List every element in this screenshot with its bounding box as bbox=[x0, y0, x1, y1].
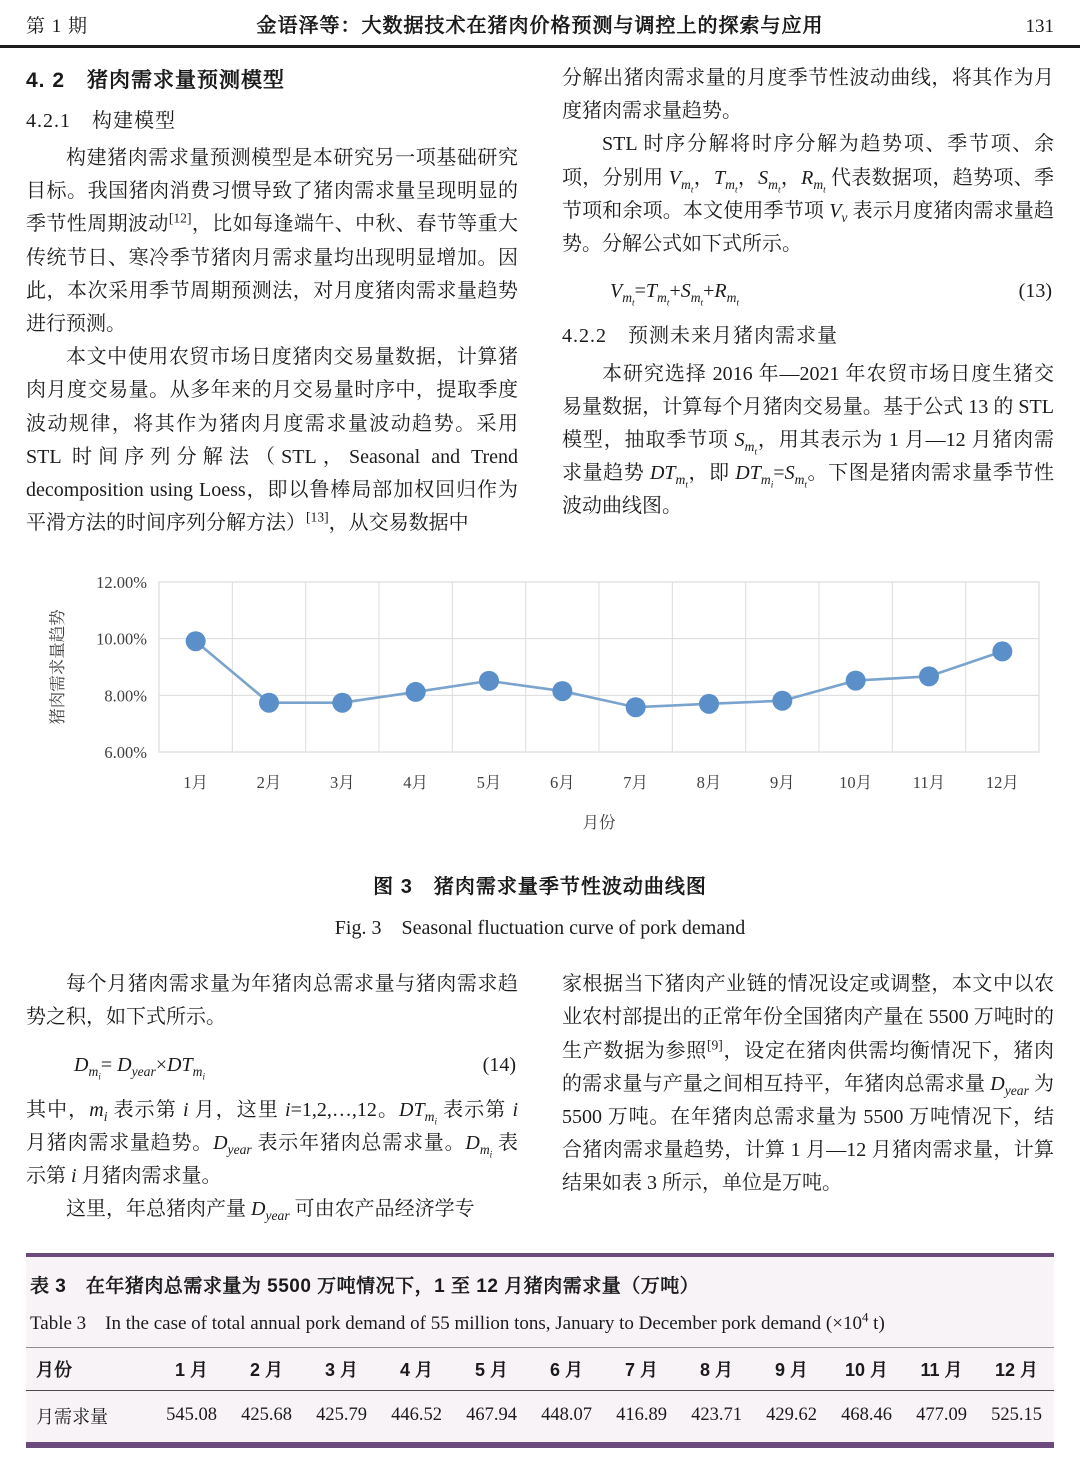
table-header-row bbox=[26, 1347, 1054, 1390]
svg-text:9月: 9月 bbox=[769, 773, 795, 793]
table-cell: 416.89 bbox=[616, 1405, 667, 1426]
table-caption-zh: 表 3 在年猪肉总需求量为 5500 万吨情况下，1 至 12 月猪肉需求量（万吨） bbox=[30, 1275, 700, 1297]
table-header-cell: 8 月 bbox=[699, 1359, 733, 1380]
running-title: 金语泽等：大数据技术在猪肉价格预测与调控上的探索与应用 bbox=[256, 15, 824, 37]
lower-right-column bbox=[562, 968, 1054, 1226]
table-data-row bbox=[26, 1390, 1054, 1442]
section-4-2-1-heading: 4.2.1 构建模型 bbox=[26, 109, 176, 132]
svg-text:6.00%: 6.00% bbox=[104, 743, 147, 763]
table-header-cell: 3 月 bbox=[324, 1359, 358, 1380]
page-number: 131 bbox=[1025, 16, 1054, 37]
lower-columns bbox=[0, 968, 1080, 1226]
journal-issue: 第 1 期 bbox=[26, 16, 89, 37]
svg-text:7月: 7月 bbox=[623, 773, 649, 793]
upper-columns bbox=[0, 62, 1080, 540]
paragraph: 构建猪肉需求量预测模型是本研究另一项基础研究目标。我国猪肉消费习惯导致了猪肉需求量呈现明显的季节性周期波动[12]，比如每逢端午、中秋、春节等重大传统节日、寒冷季节猪肉月需求量均出现明显增加。因此，本次采用季节周期预测法，对月度猪肉需求量趋势进行预测。 bbox=[26, 147, 518, 335]
equation-body: $D_{m_i}= D_{year}\times DT_{m_i}$ bbox=[74, 1053, 206, 1082]
lower-left-column bbox=[26, 968, 518, 1226]
paragraph: STL 时序分解将时序分解为趋势项、季节项、余项，分别用 $V_{m_t}$，$T_{m_t}$，$S_{m_t}$，$R_{m_t}$ 代表数据项，趋势项、季节项和余项。本文使用季节项 $V_v$ 表示月度猪肉需求量趋势。分解公式如下式所示。 bbox=[562, 133, 1055, 255]
svg-text:12.00%: 12.00% bbox=[96, 573, 147, 593]
paragraph: 本研究选择 2016 年—2021 年农贸市场日度生猪交易量数据，计算每个月猪肉交易量。基于公式 13 的 STL 模型，抽取季节项 $S_{m_t}$，用其表示为 1 月—12 月猪肉需求量趋势 $DT_{m_t}$，即 $DT_{m_i}=S_{m_t}$。下图是猪肉需求量季节性波动曲线图。 bbox=[562, 362, 1055, 518]
table-cell: 468.46 bbox=[841, 1405, 892, 1426]
table-cell: 467.94 bbox=[466, 1405, 517, 1426]
figure-caption-zh: 图 3 猪肉需求量季节性波动曲线图 bbox=[373, 876, 707, 899]
table-cell: 545.08 bbox=[166, 1405, 217, 1426]
table-cell: 477.09 bbox=[916, 1405, 967, 1426]
seasonal-fluctuation-line-chart bbox=[27, 560, 1053, 842]
table-3-block bbox=[26, 1253, 1054, 1448]
table-header-cell: 2 月 bbox=[249, 1359, 283, 1380]
svg-text:10月: 10月 bbox=[839, 773, 873, 793]
paragraph: 家根据当下猪肉产业链的情况设定或调整，本文中以农业农村部提出的正常年份全国猪肉产量在 5500 万吨时的生产数据为参照[9]，设定在猪肉供需均衡情况下，猪肉的需求量与产量之间相互持平，年猪肉总需求量 $D_{year}$ 为 5500 万吨。在年猪肉总需求量为 5500 万吨情况下，结合猪肉需求量趋势，计算 1 月—12 月猪肉需求量，计算结果如表 3 所示，单位是万吨。 bbox=[562, 973, 1055, 1195]
svg-text:5月: 5月 bbox=[476, 773, 502, 793]
paragraph: 其中，$m_i$ 表示第 i 月，这里 i=1,2,…,12。$DT_{m_i}$ 表示第 i 月猪肉需求量趋势。$D_{year}$ 表示年猪肉总需求量。$D_{m_i}$ 表示第 i 月猪肉需求量。 bbox=[26, 1098, 519, 1188]
table-cell: 429.62 bbox=[766, 1405, 817, 1426]
paragraph: 这里，年总猪肉产量 $D_{year}$ 可由农产品经济学专 bbox=[66, 1198, 475, 1224]
figure-3 bbox=[0, 560, 1080, 940]
svg-text:12月: 12月 bbox=[985, 773, 1019, 793]
table-header-cell: 10 月 bbox=[844, 1359, 889, 1380]
equation-number: (13) bbox=[1018, 280, 1052, 303]
upper-right-column bbox=[562, 62, 1054, 540]
paragraph: 分解出猪肉需求量的月度季节性波动曲线，将其作为月度猪肉需求量趋势。 bbox=[562, 67, 1054, 123]
svg-text:月份: 月份 bbox=[582, 813, 616, 833]
svg-text:10.00%: 10.00% bbox=[96, 629, 147, 649]
table-header-cell: 7 月 bbox=[624, 1359, 658, 1380]
paragraph: 每个月猪肉需求量为年猪肉总需求量与猪肉需求趋势之积，如下式所示。 bbox=[26, 973, 518, 1029]
section-4-2-2-heading: 4.2.2 预测未来月猪肉需求量 bbox=[562, 325, 838, 348]
table-header-cell: 月份 bbox=[36, 1359, 72, 1380]
svg-text:11月: 11月 bbox=[912, 773, 946, 793]
table-cell: 425.79 bbox=[316, 1405, 367, 1426]
svg-text:6月: 6月 bbox=[549, 773, 575, 793]
svg-text:猪肉需求量趋势: 猪肉需求量趋势 bbox=[48, 609, 67, 726]
svg-text:8.00%: 8.00% bbox=[104, 686, 147, 706]
figure-caption bbox=[0, 870, 1080, 940]
table-caption-en: Table 3 In the case of total annual pork demand of 55 million tons, January to December pork demand ($\times 10^4$ t) bbox=[30, 1309, 885, 1334]
table-cell: 425.68 bbox=[241, 1405, 292, 1426]
page-header bbox=[0, 0, 1080, 48]
svg-text:4月: 4月 bbox=[403, 773, 429, 793]
upper-left-column bbox=[26, 62, 518, 540]
table-header-cell: 1 月 bbox=[174, 1359, 208, 1380]
figure-caption-en: Fig. 3 Seasonal fluctuation curve of pork demand bbox=[334, 917, 746, 940]
svg-text:2月: 2月 bbox=[256, 773, 282, 793]
equation-number: (14) bbox=[482, 1053, 516, 1076]
table-cell: 446.52 bbox=[391, 1405, 442, 1426]
svg-text:3月: 3月 bbox=[329, 773, 355, 793]
table-header-cell: 11 月 bbox=[920, 1359, 963, 1380]
section-4-2-heading: 4. 2 猪肉需求量预测模型 bbox=[26, 69, 286, 92]
table-cell: 525.15 bbox=[991, 1405, 1042, 1426]
paragraph: 本文中使用农贸市场日度猪肉交易量数据，计算猪肉月度交易量。从多年来的月交易量时序中，提取季度波动规律，将其作为猪肉月度需求量波动趋势。采用 STL 时间序列分解法（STL，Seasonal and Trend decomposition using Loess，即以鲁棒局部加权回归作为平滑方法的时间序列分解方法）[13]，从交易数据中 bbox=[26, 346, 518, 535]
equation-13 bbox=[562, 275, 1054, 308]
table-cell: 448.07 bbox=[541, 1405, 592, 1426]
svg-text:1月: 1月 bbox=[183, 773, 209, 793]
table-header-cell: 5 月 bbox=[474, 1359, 508, 1380]
table-header-cell: 4 月 bbox=[399, 1359, 433, 1380]
equation-body: $V_{m_t}=T_{m_t}+S_{m_t}+R_{m_t}$ bbox=[610, 280, 740, 308]
table-header-cell: 9 月 bbox=[774, 1359, 808, 1380]
table-row-label: 月需求量 bbox=[36, 1406, 108, 1427]
table-header-cell: 12 月 bbox=[994, 1359, 1039, 1380]
table-cell: 423.71 bbox=[691, 1405, 742, 1426]
svg-text:8月: 8月 bbox=[696, 773, 722, 793]
table-header-cell: 6 月 bbox=[549, 1359, 583, 1380]
monthly-demand-table bbox=[26, 1347, 1054, 1442]
equation-14 bbox=[26, 1049, 518, 1082]
